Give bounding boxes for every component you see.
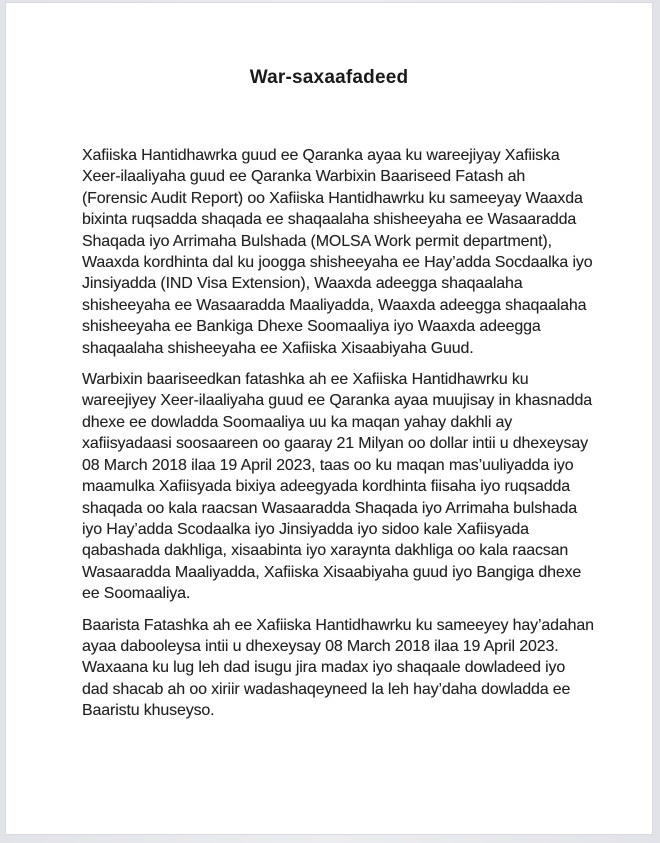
paragraph-1: Xafiiska Hantidhawrka guud ee Qaranka ayaa ku wareejiyay Xafiiska Xeer-ilaaliyaha guud ee Qaranka Warbixin Baariseed Fatash ah (Forensic Audit Report) oo Xafiiska Hantidhawrku ku sameeyay Waaxda bixinta ruqsadda shaqada ee shaqaalaha shisheeyaha ee Wasaaradda Shaqada iyo Arrimaha Bulshada (MOLSA Work permit department), Waaxda kordhinta dal ku joogga shisheeyaha ee Hay’adda Socdaalka iyo Jinsiyadda (IND Visa Extension), Waaxda adeegga shaqaalaha shisheeyaha ee Wasaaradda Maaliyadda, Waaxda adeegga shaqaalaha shisheeyaha ee Bankiga Dhexe Soomaaliya iyo Waaxda adeegga shaqaalaha shisheeyaha ee Xafiiska Xisaabiyaha Guud. <box>82 147 593 357</box>
paragraph-3: Baarista Fatashka ah ee Xafiiska Hantidhawrku ku sameeyey hay’adahan ayaa dabooleysa intii u dhexeysay 08 March 2018 ilaa 19 April 2023. Waxaana ku lug leh dad isugu jira madax iyo shaqaale dowladeed iyo dad shacab ah oo xiriir wadashaqeyneed la leh hay’daha dowladda ee Baaristu khuseyso. <box>82 616 594 720</box>
document-page <box>5 2 653 835</box>
paragraph-2: Warbixin baariseedkan fatashka ah ee Xafiiska Hantidhawrku ku wareejiyey Xeer-ilaaliyaha guud ee Qaranka ayaa muujisay in khasnadda dhexe ee dowladda Soomaaliya uu ka maqan yahay dakhli ay xafiisyadaasi soosaareen oo gaaray 21 Milyan oo dollar intii u dhexeysay 08 March 2018 ilaa 19 April 2023, taas oo ku maqan mas’uuliyadda iyo maamulka Xafiisyada bixiya adeegyada kordhinta fiisaha iyo ruqsadda shaqada oo kala raacsan Wasaaradda Shaqada iyo Arrimaha bulshada iyo Hay’adda Scodaalka iyo Jinsiyadda iyo sidoo kale Xafiisyada qabashada dakhliga, xisaabinta iyo xaraynta dakhliga oo kala raacsan Wasaaradda Maaliyadda, Xafiiska Xisaabiyaha guud iyo Bangiga dhexe ee Soomaaliya. <box>82 371 592 603</box>
page-title: War-saxaafadeed <box>249 67 409 88</box>
document-body <box>82 145 594 722</box>
